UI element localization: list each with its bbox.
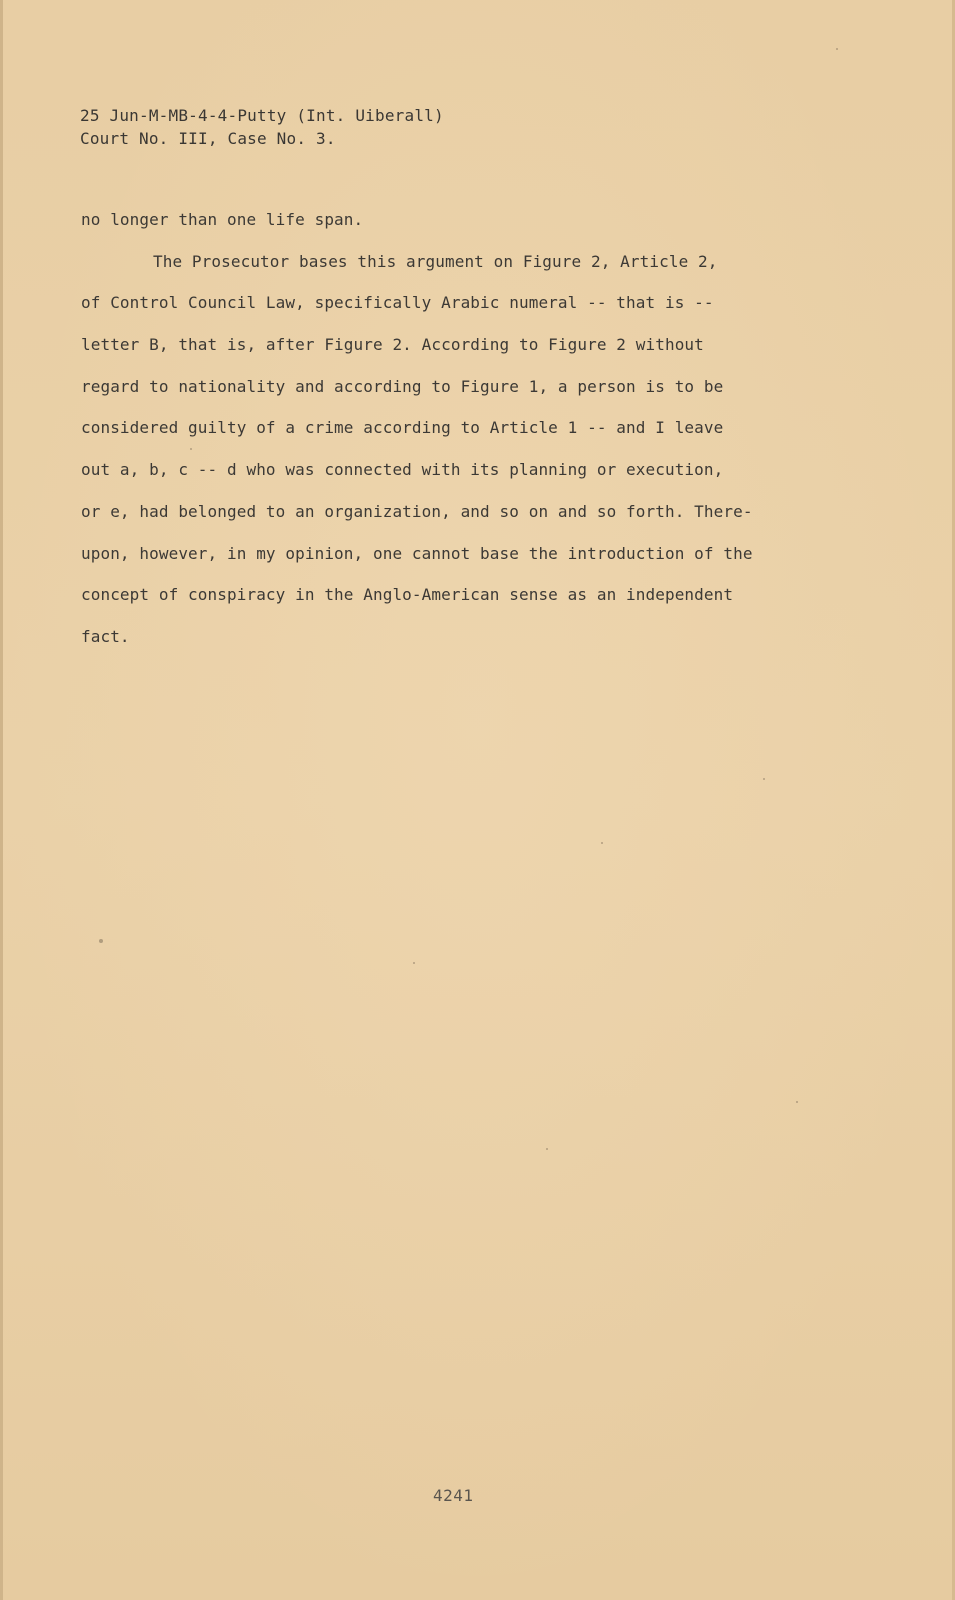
text-line: or e, had belonged to an organization, and so on and so forth. There-: [81, 501, 753, 521]
paper-speck: [190, 448, 192, 450]
text-line: regard to nationality and according to Figure 1, a person is to be: [81, 376, 724, 396]
text-line: out a, b, c -- d who was connected with its planning or execution,: [81, 460, 724, 480]
text-line: The Prosecutor bases this argument on Figure 2, Article 2,: [153, 251, 718, 271]
paper-edge-left: [0, 0, 3, 1600]
text-line: considered guilty of a crime according to Article 1 -- and I leave: [81, 418, 724, 438]
document-header: [80, 104, 444, 150]
text-line: fact.: [81, 626, 130, 646]
paper-speck: [601, 842, 603, 844]
text-line: concept of conspiracy in the Anglo-American sense as an independent: [81, 585, 734, 605]
paper-speck: [413, 962, 415, 964]
text-line: upon, however, in my opinion, one cannot base the introduction of the: [81, 543, 753, 563]
header-line-1: 25 Jun-M-MB-4-4-Putty (Int. Uiberall): [80, 106, 444, 125]
text-line: of Control Council Law, specifically Arabic numeral -- that is --: [81, 293, 714, 313]
paper-speck: [796, 1101, 798, 1103]
paper-speck: [99, 939, 103, 943]
paper-speck: [836, 48, 838, 50]
paper-speck: [763, 778, 765, 780]
header-line-2: Court No. III, Case No. 3.: [80, 129, 336, 148]
text-line: letter B, that is, after Figure 2. According to Figure 2 without: [81, 335, 704, 355]
text-line: no longer than one life span.: [81, 210, 364, 229]
page-number: 4241: [433, 1486, 474, 1505]
transcript-body: [81, 208, 801, 667]
paper-speck: [546, 1148, 548, 1150]
